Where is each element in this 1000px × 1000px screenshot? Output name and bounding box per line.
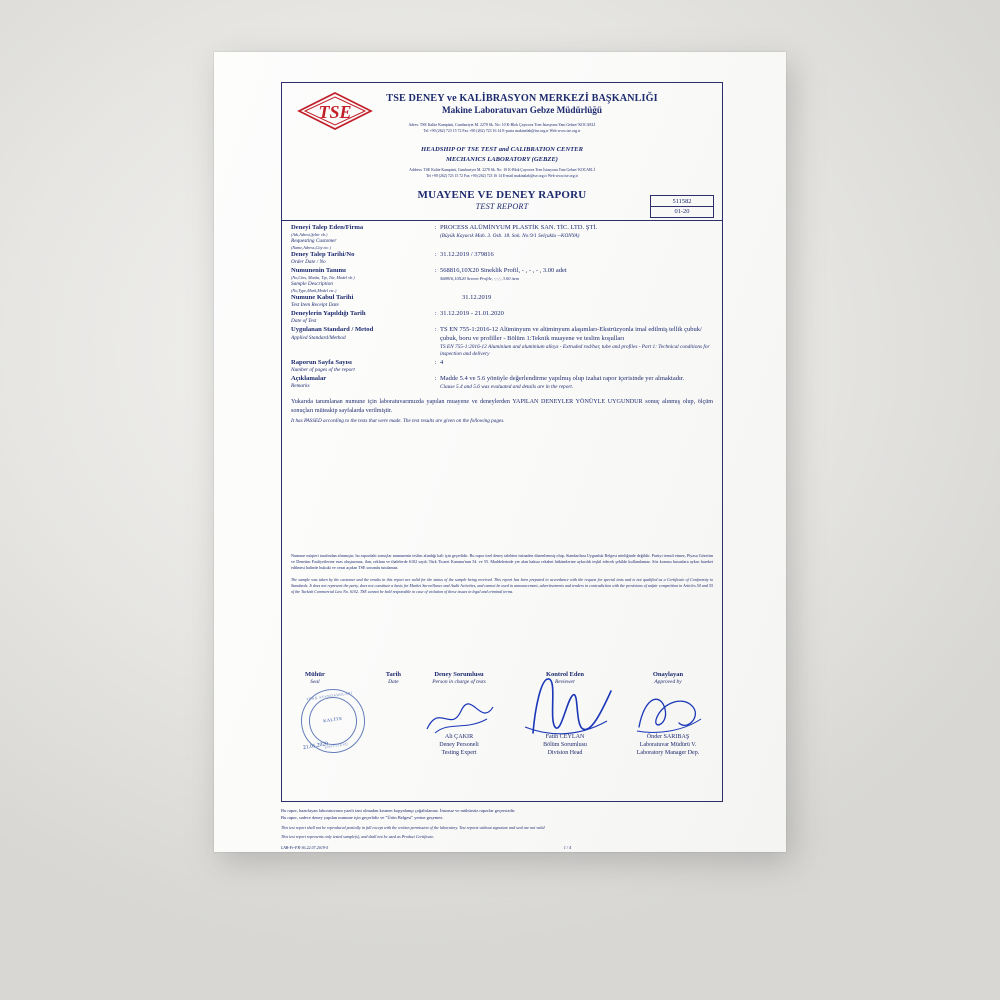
field-label-en-5: Applied Standard/Method — [291, 334, 346, 341]
legal-notice — [291, 553, 713, 595]
seal-heading — [305, 671, 325, 685]
sig-role-tr-1: Bölüm Sorumlusu — [543, 742, 587, 749]
field-value-extra-5: TS EN 755-1:2016-12 Aluminium and aluminium alloys - Extruded rod/bar, tube and profiles - Part 1: Technical conditions for inspection and delivery — [440, 343, 710, 357]
result-statement — [282, 392, 722, 425]
legal-notice-en: The sample was taken by the customer and the results in this report are valid for the status of the sample being received. This report has been prepared in accordance with the request for special tests and is not qualified as a Certificate of Conformity to Standards. It does not represent the party, does not constitute a basis for Market Surveillance and Audit Activities, and cannot be used in announcement, advertisements and tenders in contradiction with the provisions of unfair competition in Articles 54 and 55 of the Turkish Commercial Law No. 6102. TSE cannot be held responsible in case of violation of these issues in legal and criminal terms. — [291, 576, 713, 594]
svg-text:TSE: TSE — [318, 102, 352, 122]
serial-number: 511582 — [651, 196, 713, 207]
sig-title-en-1: Reviewer — [554, 678, 576, 685]
header-address-en-line1: Address: TSE Kalite Kampüsü, Cumhuriyet M. 2278 Sk. No: 10 K-Blok Çayırova Tren İstasyonu Yanı Gebze/ KOCAELİ — [409, 168, 595, 173]
document-footer — [281, 808, 721, 850]
result-statement-tr: Yukarıda tanımlanan numune için laboratuvarımızda yapılan muayene ve deneylerden YAPILAN DENEYLER YÖNÜYLE UYGUNDUR sonuç alınmış olup, ölçüm sonuçları müteakip sayfalarda verilmiştir. — [291, 399, 713, 414]
sig-title-tr-0: Deney Sorumlusu — [434, 671, 484, 678]
seal-column — [297, 671, 409, 752]
field-row-applied-standard — [291, 326, 713, 358]
seal-bottom-text: ENSTİTÜSÜ — [324, 742, 349, 750]
sig-role-en-2: Laboratory Manager Dep. — [636, 750, 700, 757]
header-title-tr-2: Makine Laboratuvarı Gebze Müdürlüğü — [441, 105, 603, 115]
field-row-sample-description — [291, 267, 713, 293]
field-label-en-7: Remarks — [291, 383, 310, 390]
field-value-5: TS EN 755-1:2016-12 Alüminyum ve alüminyum alaşımları-Ekstrüzyonla imal edilmiş tellik çubuk/çubuk, boru ve profiller - Bölüm 1:Teknik muayene ve teslim koşulları — [440, 326, 702, 343]
seal-heading-en: Seal — [310, 678, 320, 685]
signature-column-tester — [403, 671, 515, 757]
sig-title-en-2: Approved by — [654, 678, 682, 685]
field-colon-5: : — [434, 326, 437, 334]
field-label-tr-1: Deney Talep Tarihi/No — [291, 250, 355, 258]
sig-title-en-0: Person in charge of tests — [432, 678, 486, 685]
document-frame — [281, 82, 723, 802]
field-value-4: 31.12.2019 - 21.01.2020 — [440, 310, 504, 318]
field-row-order-date — [291, 251, 713, 266]
field-row-receipt-date — [291, 294, 713, 309]
field-value-extra-7: Clause 5.4 and 5.6 was evaluated and details are in the report. — [440, 383, 574, 390]
paper-inner — [214, 52, 786, 852]
field-value-6: 4 — [440, 359, 444, 367]
field-value-1: 31.12.2019 / 379816 — [440, 250, 494, 258]
field-label-en-6: Number of pages of the report — [291, 367, 355, 374]
footer-note-en-2: This test report represents only tested sample(s), and shall not be used as Product Certificate. — [281, 833, 435, 839]
seal-center-text: KALİTE — [322, 715, 343, 724]
field-value-3: 31.12.2019 — [462, 294, 492, 302]
sig-name-2: Önder SARIBAŞ — [646, 734, 690, 740]
field-value-7: Madde 5.4 ve 5.6 yönüyle değerlendirme yapılmış olup izahat rapor içerisinde yer almaktadır. — [440, 375, 685, 383]
field-colon-1: : — [434, 250, 437, 258]
signature-column-approver — [609, 671, 727, 757]
legal-notice-tr: Numune müşteri tarafından alınmıştır, bu rapordaki sonuçlar numunenin teslim alındığı hali için geçerlidir. Bu rapor özel deney talebine istinaden düzenlenmiş olup, Standartlara Uygunluk Belgesi niteliğinde değildir. Partiyi temsil etmez, Piyasa Gözetim ve Denetim Faaliyetlerine esas oluşturmaz, ilan, reklam ve ihalelerde 6102 sayılı Türk Ticaret Kanunu'nun 54. ve 55. Maddelerinde yer alan haksız rekabet hükümlerine aykırılık teşkil edecek şekilde kullanılamaz. Söz konusu hususlara aykırı hareket edilmesi halinde hukuki ve cezai açıdan TSE sorumlu tutulamaz. — [291, 553, 713, 571]
signature-mark-approver — [631, 687, 711, 737]
header-title-tr-1: TSE DENEY ve KALİBRASYON MERKEZİ BAŞKANLIĞI — [386, 93, 658, 104]
field-label-tr-6: Raporun Sayfa Sayısı — [291, 359, 352, 367]
seal-date-value: 21.01.2020 — [302, 740, 329, 752]
field-row-remarks — [291, 375, 713, 391]
field-label-en-1: Order Date / No — [291, 259, 326, 266]
serial-revision: 01-20 — [674, 208, 690, 215]
field-row-page-count — [291, 359, 713, 374]
field-label-en-2: Sample Description — [291, 280, 333, 287]
field-label-tr-5: Uygulanan Standard / Metod — [291, 326, 374, 334]
seal-top-text: TÜRK STANDARDLARI — [306, 691, 353, 702]
field-label-en-sub-2: (No,Type,Mark,Model etc.) — [291, 287, 337, 293]
sig-title-tr-1: Kontrol Eden — [546, 671, 584, 678]
tse-logo-icon — [296, 91, 374, 131]
field-value-0: PROCESS ALÜMİNYUM PLASTİK SAN. TİC. LTD. ŞTİ. — [440, 223, 598, 231]
footer-note-tr-1: Bu rapor, hazırlayan laboratuvarın yazılı izni olmadan kısmen kopyalanıp çoğaltılamaz. İmzasız ve mühürsüz raporlar geçersizdir. — [281, 808, 516, 813]
field-colon-4: : — [434, 310, 437, 318]
field-colon-6: : — [434, 359, 437, 367]
sig-role-en-1: Division Head — [547, 750, 583, 757]
document-page — [214, 52, 786, 852]
sig-name-1: Fatih CEYLAN — [545, 734, 585, 740]
sig-name-0: Ali ÇAKIR — [444, 734, 474, 740]
seal-date-heading-en: Date — [388, 678, 399, 685]
field-value-extra-2: 568816,10X20 Screen Profile, -,-,-, 3.00 item — [440, 275, 520, 281]
field-label-en-0: Requesting Customer — [291, 237, 337, 244]
header-title-en-1: HEADSHIP OF TSE TEST and CALIBRATION CENTER — [421, 146, 583, 154]
report-title-tr: MUAYENE VE DENEY RAPORU — [417, 188, 587, 201]
field-label-en-3: Test Item Receipt Date — [291, 302, 339, 309]
serial-number-box — [650, 195, 714, 218]
field-label-tr-4: Deneylerin Yapıldığı Tarih — [291, 310, 366, 318]
sig-role-en-0: Testing Expert — [441, 750, 477, 757]
sig-role-tr-2: Laboratuvar Müdürü V. — [639, 742, 697, 749]
sig-title-tr-2: Onaylayan — [652, 671, 684, 678]
field-label-en-4: Date of Test — [291, 318, 317, 325]
field-label-tr-0: Deneyi Talep Eden/Firma — [291, 223, 364, 231]
report-title-en: TEST REPORT — [475, 201, 529, 211]
field-label-sub-2: (No,Cins, Marka, Tip, Tür, Model vb.) — [291, 275, 355, 281]
footer-page-number: 1 / 4 — [563, 844, 571, 850]
field-colon-2: : — [434, 267, 437, 275]
field-label-tr-7: Açıklamalar — [291, 375, 327, 383]
field-colon-0: : — [434, 223, 437, 231]
field-value-2: 568816,10X20 Sineklik Profil, - , - , - , 3.00 adet — [440, 267, 567, 275]
seal-date-heading — [386, 671, 401, 685]
field-label-en-sub-0: (Name,Adress,City etc.) — [291, 244, 331, 250]
field-label-tr-2: Numunenin Tanımı — [291, 267, 346, 275]
field-row-requesting-customer — [291, 224, 713, 250]
header-address-tr-line2: Tel +90 (262) 723 15 72 Fax +90 (262) 723 16 14 E-posta makinelab@tse.org.tr Web www.tse.org.tr — [423, 129, 581, 134]
field-row-date-of-test — [291, 310, 713, 325]
signature-area — [291, 671, 713, 779]
signature-mark-reviewer — [515, 669, 619, 743]
result-statement-en: It has PASSED according to the tests that were made. The test results are given on the following pages. — [291, 417, 505, 424]
field-label-sub-0: (Adı,Adresi,Şehir vb.) — [291, 232, 328, 238]
seal-date-heading-tr: Tarih — [385, 671, 401, 678]
field-colon-7: : — [434, 375, 437, 383]
footer-form-code: LAB-Fr-FR-36.22.07.2019-5 — [281, 844, 329, 850]
footer-note-en-1: This test report shall not be reproduced partially in full except with the written permission of the laboratory. Test reports without signature and seal are not valid — [281, 824, 545, 830]
header-address-en-line2: Tel +90 (262) 723 15 72 Fax +90 (262) 723 16 14 E-mail makinalab@tse.org.tr Web www.tse.org.tr — [426, 174, 578, 179]
seal-heading-tr: Mühür — [305, 671, 325, 678]
sig-role-tr-0: Deney Personeli — [439, 742, 479, 749]
signature-column-reviewer — [509, 671, 621, 757]
field-label-tr-3: Numune Kabul Tarihi — [291, 294, 354, 302]
field-value-extra-0: (Büyük Kayacık Mah. 3. Osb. 18. Sok. No:9/1 Selçuklu --KONYA) — [440, 232, 580, 239]
header-address-tr-line1: Adres: TSE Kalite Kampüsü, Cumhuriyet M. 2278 Sk. No: 10 K-Blok Çayırova Tren İstasyonu Yanı Gebze/ KOCAELİ — [408, 123, 596, 127]
field-table — [282, 221, 722, 391]
header-title-en — [290, 145, 714, 164]
header-address-en — [290, 168, 714, 180]
footer-note-tr-2: Bu rapor, sadece deney yapılan numune için geçerlidir ve "Ürün Belgesi" yerine geçemez. — [281, 814, 444, 820]
header-title-en-2: MECHANICS LABORATORY (GEBZE) — [446, 155, 558, 163]
